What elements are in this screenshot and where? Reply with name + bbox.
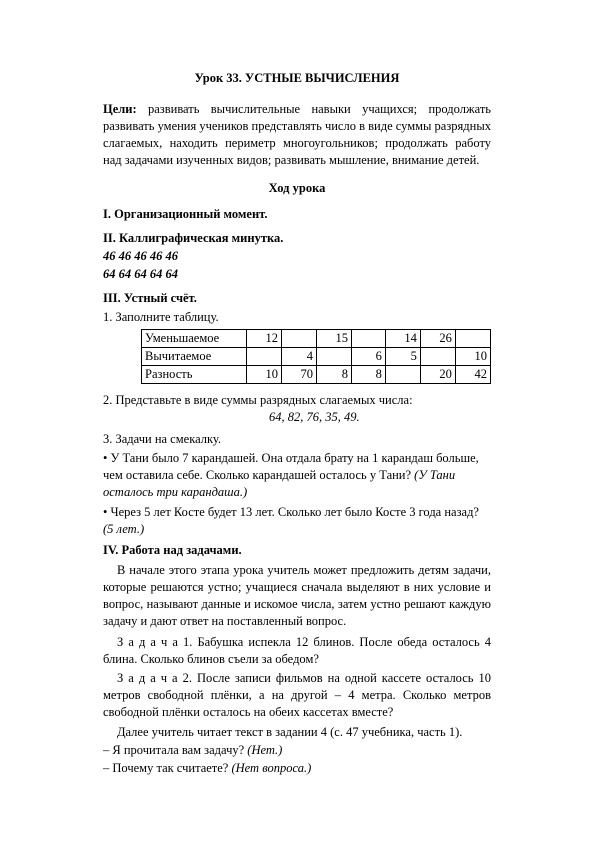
problem-1	[103, 634, 491, 668]
table-cell: 10	[246, 366, 281, 384]
table-cell: 20	[420, 366, 455, 384]
table-cell	[455, 330, 490, 348]
table-cell: 4	[281, 348, 316, 366]
table-cell: 6	[352, 348, 386, 366]
table-row-difference	[142, 366, 491, 384]
riddle-1-answer: (У Тани осталось три карандаша.)	[103, 468, 456, 499]
task-1: 1. Заполните таблицу.	[103, 310, 219, 324]
problem-1-label: З а д а ч а	[117, 635, 178, 649]
riddle-2-answer: (5 лет.)	[103, 522, 145, 536]
goals-paragraph	[103, 101, 491, 169]
table-cell: 10	[455, 348, 490, 366]
problem-2-text: 2. После записи фильмов на одной кассете осталось 10 метров свободной плёнки, а на другой – 4 метра. Сколько метров свободной плёнки осталось на обеих кассетах вместе?	[103, 671, 492, 719]
row-label: Уменьшаемое	[142, 330, 247, 348]
riddle-2-text: • Через 5 лет Косте будет 13 лет. Сколько лет было Косте 3 года назад?	[103, 505, 479, 519]
goals-text: развивать вычислительные навыки учащихся; продолжать развивать умения учеников представлять число в виде суммы разрядных слагаемых, находить периметр многоугольников; продолжать работу над задачами изученных видов; развивать мышление, внимание детей.	[103, 102, 491, 167]
calligraphy-line-1: 46 46 46 46 46	[103, 249, 178, 263]
task-2-numbers: 64, 82, 76, 35, 49.	[269, 410, 360, 424]
table-cell	[352, 330, 386, 348]
riddle-2	[103, 504, 491, 538]
dialogue-question: – Я прочитала вам задачу?	[103, 743, 245, 757]
problem-1-text: 1. Бабушка испекла 12 блинов. После обеда осталось 4 блина. Сколько блинов съели за обедом?	[103, 635, 491, 666]
section-calligraphy: II. Каллиграфическая минутка.	[103, 231, 284, 245]
table-row-minuend	[142, 330, 491, 348]
riddle-1-text: • У Тани было 7 карандашей. Она отдала брату на 1 карандаш больше, чем оставила себе. Сколько карандашей осталось у Тани?	[103, 451, 479, 482]
table-row-subtrahend	[142, 348, 491, 366]
subtraction-table	[141, 329, 491, 384]
table-cell: 15	[317, 330, 352, 348]
dialogue-line-2	[103, 760, 491, 777]
riddle-1	[103, 450, 491, 501]
table-cell: 5	[385, 348, 420, 366]
goals-label: Цели:	[103, 102, 137, 116]
dialogue-answer: (Нет.)	[244, 743, 283, 757]
closing-text: Далее учитель читает текст в задании 4 (с. 47 учебника, часть 1).	[117, 725, 463, 739]
table-cell	[385, 366, 420, 384]
section-organizational: I. Организационный момент.	[103, 207, 268, 221]
table-cell: 12	[246, 330, 281, 348]
table-cell	[281, 330, 316, 348]
problem-2	[103, 670, 491, 721]
work-intro: В начале этого этапа урока учитель может предложить детям задачи, которые решаются устно; учащиеся сначала выделяют в них условие и вопрос, называют данные и искомое числа, затем устно решают каждую задачу и дают ответ на поставленный вопрос.	[103, 563, 491, 628]
problem-2-label: З а д а ч а	[117, 671, 178, 685]
page-title: Урок 33. УСТНЫЕ ВЫЧИСЛЕНИЯ	[194, 71, 400, 85]
table-cell: 42	[455, 366, 490, 384]
table-cell: 26	[420, 330, 455, 348]
dialogue-question: – Почему так считаете?	[103, 761, 229, 775]
table-cell	[246, 348, 281, 366]
dialogue-answer: (Нет вопроса.)	[228, 761, 312, 775]
table-cell	[317, 348, 352, 366]
row-label: Разность	[142, 366, 247, 384]
task-3: 3. Задачи на смекалку.	[103, 432, 221, 446]
course-heading: Ход урока	[268, 181, 326, 195]
dialogue-line-1	[103, 742, 491, 759]
table-cell: 14	[385, 330, 420, 348]
calligraphy-line-2: 64 64 64 64 64	[103, 267, 178, 281]
row-label: Вычитаемое	[142, 348, 247, 366]
section-oral-count: III. Устный счёт.	[103, 291, 197, 305]
table-cell: 8	[317, 366, 352, 384]
table-cell: 70	[281, 366, 316, 384]
table-cell: 8	[352, 366, 386, 384]
table-cell	[420, 348, 455, 366]
section-problems: IV. Работа над задачами.	[103, 543, 242, 557]
task-2: 2. Представьте в виде суммы разрядных слагаемых числа:	[103, 393, 413, 407]
